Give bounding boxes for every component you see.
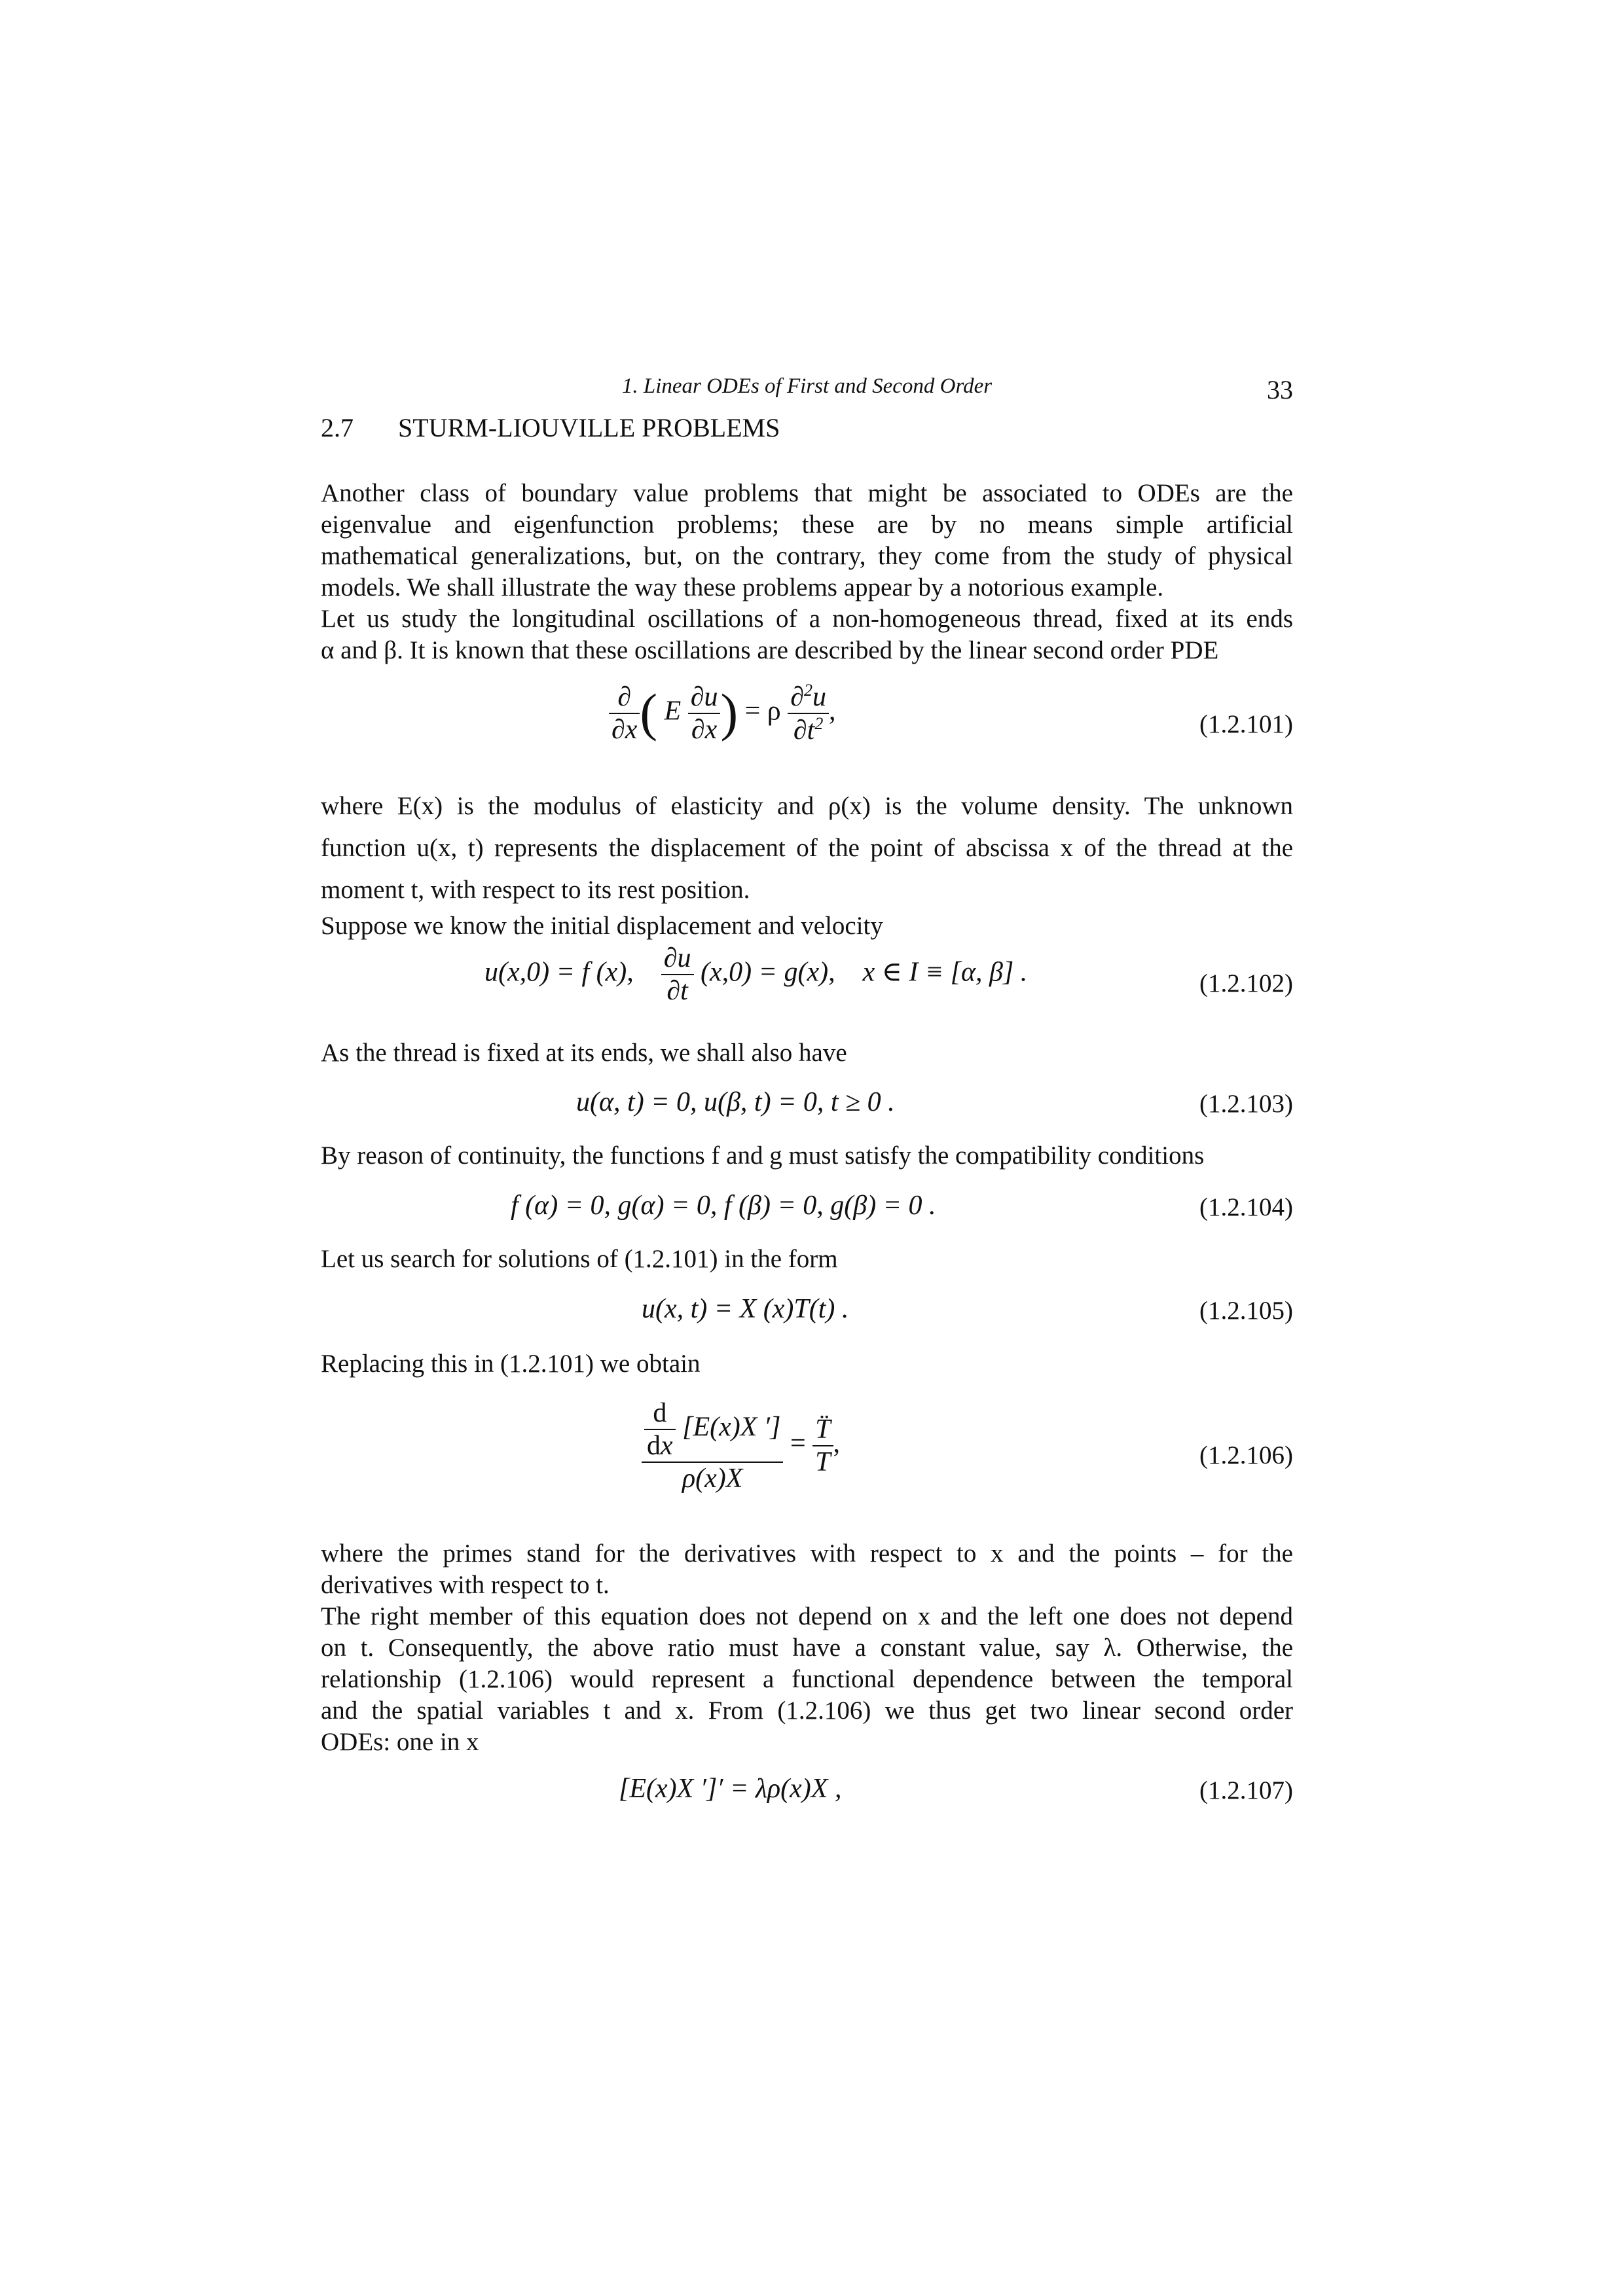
equation-body: $\frac{d}{dx}$ [E(x)X ′] ρ(x)X = $\frac{T̈}{T}$ , [642, 1397, 840, 1494]
equation-1-2-107 [321, 1770, 1293, 1816]
section-title: STURM-LIOUVILLE PROBLEMS [398, 413, 780, 442]
text-line: As the thread is fixed at its ends, we shall also have [321, 1039, 847, 1067]
running-header [321, 374, 1293, 414]
text-line: Let us study the longitudinal oscillations of a non-homogeneous thread, fixed at its ends [321, 605, 1293, 633]
equation-label: (1.2.104) [1199, 1193, 1293, 1221]
text-line: Another class of boundary value problems that might be associated to ODEs are the [321, 479, 1293, 507]
text-line: Suppose we know the initial displacement and velocity [321, 912, 883, 940]
text-line: ODEs: one in x [321, 1728, 479, 1756]
text-line: α and β. It is known that these oscillations are described by the linear second order PDE [321, 636, 1219, 664]
equation-label: (1.2.105) [1199, 1297, 1293, 1325]
equation-body: u(x,0) = f (x), $\frac{\partial u}{\partial t}$ (x,0) = g(x), x ∈ I ≡ [α, β] . [484, 943, 1028, 1006]
text-line: Replacing this in (1.2.101) we obtain [321, 1350, 701, 1378]
text-line: derivatives with respect to t. [321, 1571, 610, 1599]
text-line: function u(x, t) represents the displacement of the point of abscissa x of the thread at the [321, 834, 1293, 862]
paragraph-derivatives [321, 1538, 1293, 1758]
text-line: The right member of this equation does not depend on x and the left one does not depend [321, 1602, 1293, 1630]
paragraph-replacing [321, 1348, 1293, 1380]
text-line: eigenvalue and eigenfunction problems; these are by no means simple artificial [321, 511, 1293, 539]
paragraph-fixed-ends [321, 1037, 1293, 1069]
section-heading [321, 412, 780, 443]
text-line: where E(x) is the modulus of elasticity and ρ(x) is the volume density. The unknown [321, 792, 1293, 820]
equation-label: (1.2.107) [1199, 1776, 1293, 1804]
paragraph-continuity [321, 1140, 1293, 1172]
page-number: 33 [1267, 375, 1293, 404]
equation-1-2-101 [321, 681, 1293, 779]
equation-body: [E(x)X ′]′ = λρ(x)X , [619, 1774, 842, 1804]
text-line: relationship (1.2.106) would represent a functional dependence between the temporal [321, 1665, 1293, 1693]
equation-body: u(x, t) = X (x)T(t) . [642, 1294, 849, 1324]
section-number: 2.7 [321, 413, 354, 442]
text-line: and the spatial variables t and x. From (1.2.106) we thus get two linear second order [321, 1696, 1293, 1725]
equation-label: (1.2.103) [1199, 1090, 1293, 1118]
text-line: mathematical generalizations, but, on the contrary, they come from the study of physical [321, 542, 1293, 570]
equation-body: $\frac{\partial}{\partial x}$ ( E $\frac{\partial u}{\partial x}$ ) = ρ $\frac{\partial^2u}{\partial t^2}$ , [609, 681, 836, 746]
equation-1-2-102 [321, 942, 1293, 1028]
equation-1-2-103 [321, 1086, 1293, 1126]
text-line: on t. Consequently, the above ratio must have a constant value, say λ. Otherwise, the [321, 1634, 1293, 1662]
equation-label: (1.2.101) [1199, 710, 1293, 738]
paragraph-intro [321, 478, 1293, 666]
equation-1-2-105 [321, 1293, 1293, 1333]
equation-body: u(α, t) = 0, u(β, t) = 0, t ≥ 0 . [576, 1087, 895, 1117]
text-line: models. We shall illustrate the way these problems appear by a notorious example. [321, 573, 1164, 601]
text-line: moment t, with respect to its rest position. [321, 876, 750, 904]
equation-label: (1.2.102) [1199, 969, 1293, 997]
equation-1-2-106 [321, 1397, 1293, 1528]
text-line: where the primes stand for the derivatives with respect to x and the points – for the [321, 1539, 1293, 1568]
equation-body: f (α) = 0, g(α) = 0, f (β) = 0, g(β) = 0 . [511, 1191, 936, 1221]
equation-label: (1.2.106) [1199, 1441, 1293, 1469]
paragraph-search [321, 1244, 1293, 1275]
running-title: 1. Linear ODEs of First and Second Order [621, 374, 993, 398]
text-line: Let us search for solutions of (1.2.101) in the form [321, 1245, 838, 1273]
equation-1-2-104 [321, 1190, 1293, 1229]
paragraph-definitions [321, 785, 1293, 941]
text-line: By reason of continuity, the functions f and g must satisfy the compatibility conditions [321, 1141, 1205, 1170]
